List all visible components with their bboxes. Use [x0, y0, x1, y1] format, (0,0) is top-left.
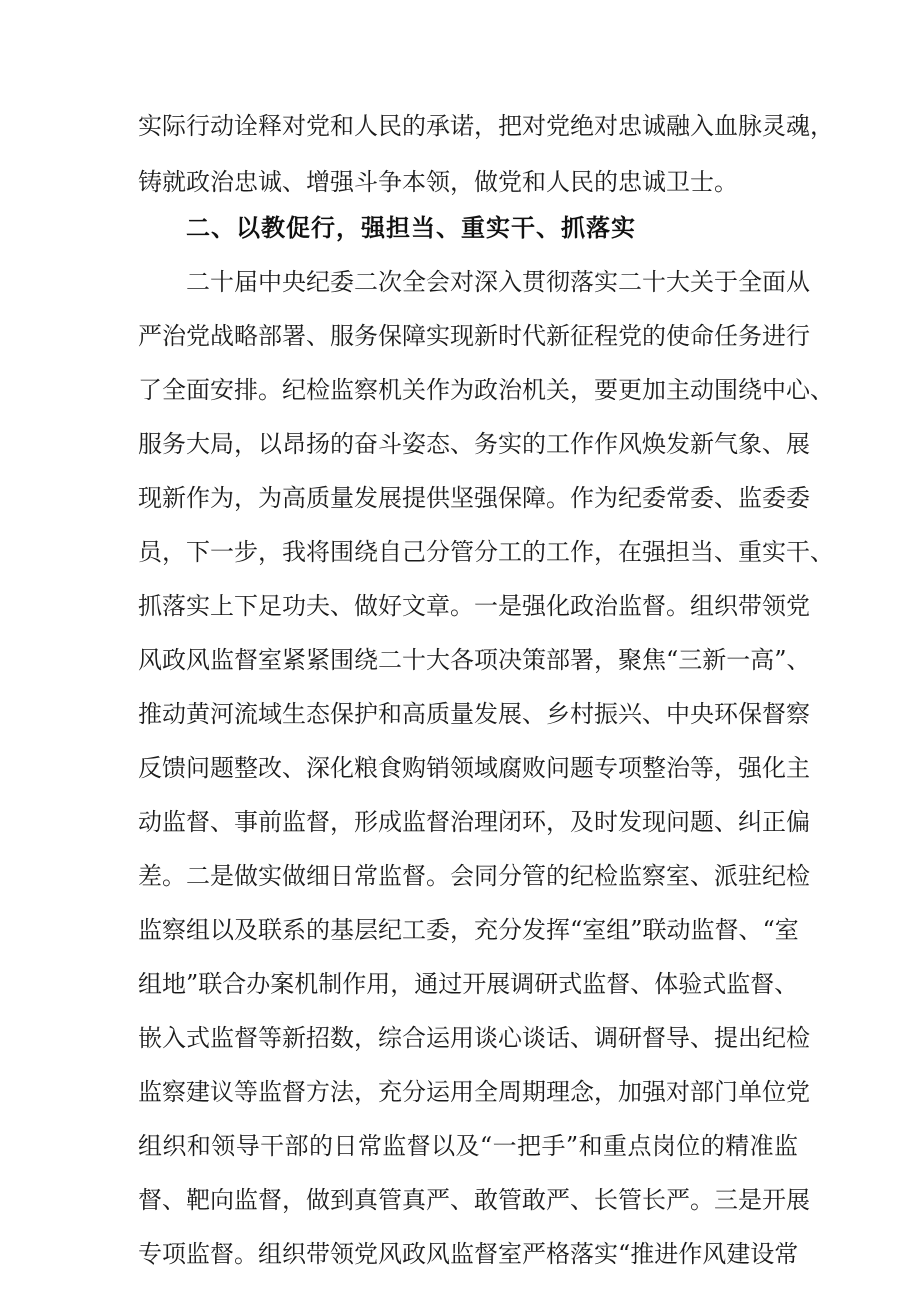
text-line: 嵌入式监督等新招数，综合运用谈心谈话、调研督导、提出纪检: [138, 1024, 810, 1052]
text-line: 风政风监督室紧紧围绕二十大各项决策部署，聚焦“三新一高”、: [138, 646, 811, 674]
text-line: 反馈问题整改、深化粮食购销领域腐败问题专项整治等，强化主: [138, 754, 810, 782]
text-line: 组织和领导干部的日常监督以及“一把手”和重点岗位的精准监: [138, 1132, 798, 1160]
text-line: 推动黄河流域生态保护和高质量发展、乡村振兴、中央环保督察: [138, 700, 810, 728]
text-line: 严治党战略部署、服务保障实现新时代新征程党的使命任务进行: [138, 322, 810, 350]
text-line: 员，下一步，我将围绕自己分管分工的工作，在强担当、重实干、: [138, 538, 834, 566]
text-line: 服务大局，以昂扬的奋斗姿态、务实的工作作风焕发新气象、展: [138, 430, 810, 458]
text-line: 现新作为，为高质量发展提供坚强保障。作为纪委常委、监委委: [138, 484, 810, 512]
text-line: 二十届中央纪委二次全会对深入贯彻落实二十大关于全面从: [186, 268, 810, 296]
text-line: 铸就政治忠诚、增强斗争本领，做党和人民的忠诚卫士。: [138, 168, 738, 196]
text-line: 抓落实上下足功夫、做好文章。一是强化政治监督。组织带领党: [138, 592, 810, 620]
text-line: 监察组以及联系的基层纪工委，充分发挥“室组”联动监督、“室: [138, 916, 799, 944]
text-line: 专项监督。组织带领党风政风监督室严格落实“推进作风建设常: [138, 1240, 799, 1268]
text-line: 实际行动诠释对党和人民的承诺，把对党绝对忠诚融入血脉灵魂，: [138, 112, 834, 140]
text-line: 组地”联合办案机制作用，通过开展调研式监督、体验式监督、: [138, 970, 799, 998]
text-line: 监察建议等监督方法，充分运用全周期理念，加强对部门单位党: [138, 1078, 810, 1106]
section-heading: 二、以教促行，强担当、重实干、抓落实: [186, 214, 636, 242]
text-line: 动监督、事前监督，形成监督治理闭环，及时发现问题、纠正偏: [138, 808, 810, 836]
text-line: 差。二是做实做细日常监督。会同分管的纪检监察室、派驻纪检: [138, 862, 810, 890]
text-line: 了全面安排。纪检监察机关作为政治机关，要更加主动围绕中心、: [138, 376, 834, 404]
text-line: 督、靶向监督，做到真管真严、敢管敢严、长管长严。三是开展: [138, 1186, 810, 1214]
